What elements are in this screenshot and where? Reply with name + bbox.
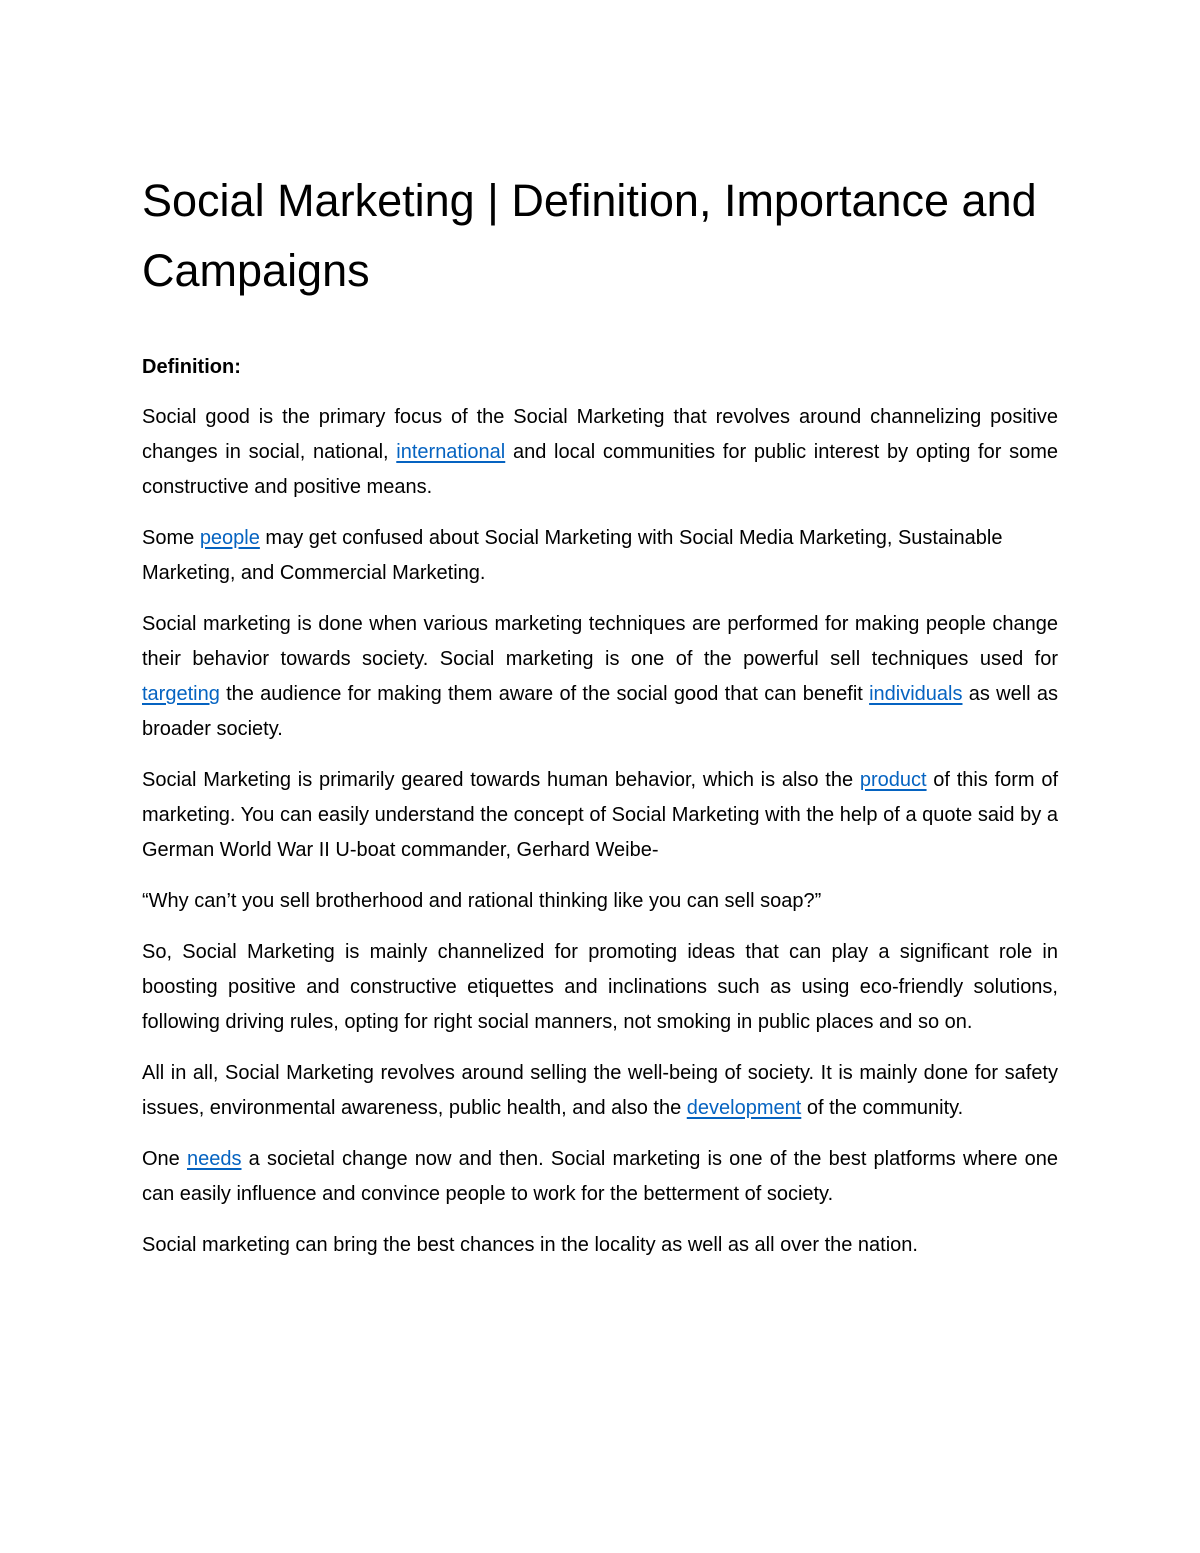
paragraph-6 — [142, 1056, 1058, 1126]
link-individuals[interactable]: individuals — [869, 683, 963, 705]
paragraph-4 — [142, 763, 1058, 868]
paragraph-7 — [142, 1142, 1058, 1212]
link-product[interactable]: product — [859, 769, 927, 791]
paragraph-2-text-b: may get confused about Social Marketing with Social Media Marketing, Sustainable Marketing, and Commercial Marketing. — [142, 527, 1003, 584]
link-people[interactable]: people — [199, 527, 260, 549]
paragraph-3-text-a: Social marketing is done when various marketing techniques are performed for making people change their behavior towards society. Social marketing is one of the powerful sell techniques used for — [142, 613, 1058, 670]
definition-heading: Definition: — [142, 356, 241, 378]
link-development[interactable]: development — [686, 1097, 802, 1119]
paragraph-2-text-a: Some — [142, 527, 200, 549]
link-targeting[interactable]: targeting — [142, 683, 220, 705]
quote-paragraph: “Why can’t you sell brotherhood and rational thinking like you can sell soap?” — [142, 890, 822, 912]
paragraph-7-text-b: a societal change now and then. Social marketing is one of the best platforms where one can easily influence and convince people to work for the betterment of society. — [142, 1148, 1059, 1205]
paragraph-3-text-b: the audience for making them aware of the social good that can benefit — [219, 683, 870, 705]
link-needs[interactable]: needs — [187, 1148, 242, 1170]
link-international[interactable]: international — [396, 441, 506, 463]
paragraph-3 — [142, 607, 1058, 747]
document-title: Social Marketing | Definition, Importance and Campaigns — [142, 175, 1037, 296]
paragraph-6-text-a: All in all, Social Marketing revolves around selling the well-being of society. It is mainly done for safety issues, environmental awareness, public health, and also the — [142, 1062, 1058, 1119]
paragraph-1 — [142, 400, 1058, 505]
paragraph-1-text-b: and local communities for public interest by opting for some constructive and positive means. — [142, 441, 1059, 498]
paragraph-3-text-c: as well as broader society. — [142, 683, 1058, 740]
paragraph-6-text-b: of the community. — [801, 1097, 964, 1119]
paragraph-1-text-a: Social good is the primary focus of the Social Marketing that revolves around channelizing positive changes in social, national, — [142, 406, 1058, 463]
paragraph-2 — [142, 521, 1058, 591]
paragraph-5: So, Social Marketing is mainly channelized for promoting ideas that can play a significant role in boosting positive and constructive etiquettes and inclinations such as using eco-friendly solutions, following driving rules, opting for right social manners, not smoking in public places and so on. — [142, 941, 1058, 1033]
paragraph-4-text-a: Social Marketing is primarily geared towards human behavior, which is also the — [142, 769, 860, 791]
paragraph-7-text-a: One — [142, 1148, 187, 1170]
paragraph-8: Social marketing can bring the best chances in the locality as well as all over the nation. — [142, 1234, 918, 1256]
paragraph-4-text-b: of this form of marketing. You can easily understand the concept of Social Marketing with the help of a quote said by a German World War II U-boat commander, Gerhard Weibe- — [142, 769, 1058, 861]
